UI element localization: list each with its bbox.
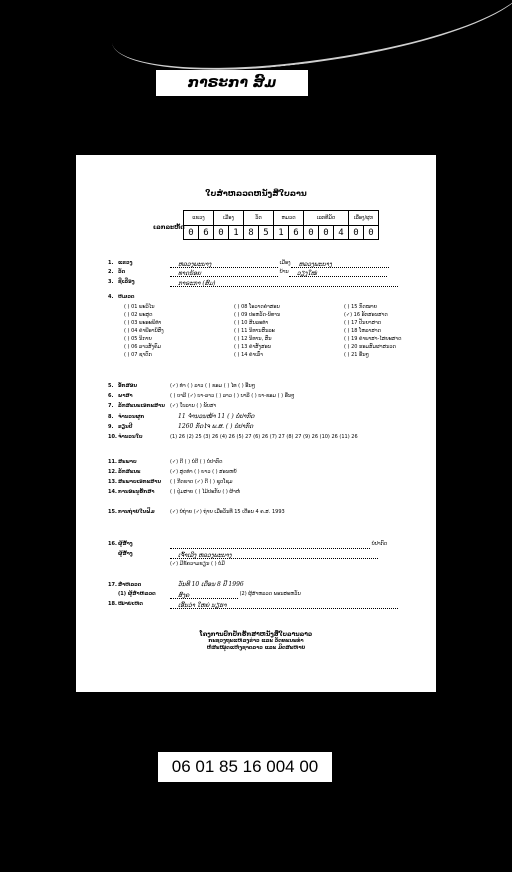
- row-colophon: (✓) ມີຂໍ້ຄວາມຂຽນ ( ) ບໍ່ມີ: [170, 561, 225, 567]
- code-table: [183, 210, 379, 240]
- category-option[interactable]: ( ) 13 ຄຳສັ່ງສອນ: [234, 344, 272, 350]
- row-microfilm: 15.ການຖ່າຍໃນຟິມ (✓) ບໍ່ຖ່າຍ (✓) ຖ່າຍ ເມື່ອວັນທີ 15 ເດືອນ 4 ຄ.ສ. 1993: [108, 509, 285, 515]
- form-title: ໃບສຳຫລວດຫນັງສືໃບລານ: [205, 189, 307, 198]
- row-remarks: 18.ໝາຍເຫດ ເອີ້ນວ່າ ໃຫຍ່ ນຽຮາ: [108, 600, 416, 609]
- temple-value: ທາດນ້ອຍ: [170, 269, 278, 277]
- row-creator: 16.ຜູ້ສ້າງ ບໍ່ປາກົດ: [108, 541, 388, 547]
- code-digit: 1: [229, 226, 244, 240]
- row-creator-name: ຜູ້ສ້າງ ເຈົ້າເລີງ ຫລວງພະບາງ: [108, 550, 416, 559]
- category-option[interactable]: ( ) 15 ກົດໝາຍ: [344, 304, 378, 310]
- category-options: [124, 304, 424, 358]
- category-option[interactable]: ( ) 03 ພະອະພິທຳ: [124, 320, 162, 326]
- code-header-story: ເລື່ອງ/ຜູກ: [349, 211, 379, 226]
- row-preservation: 14.ການອະນຸຮັກສາ ( ) ປຸ່ມສາຍ ( ) ໄມ້ປະກັບ ( ) ຜ້າຫໍ່: [108, 489, 240, 495]
- category-option[interactable]: ( ) 08 ໂອວາດຄຳສອນ: [234, 304, 280, 310]
- code-digit: 0: [184, 226, 199, 240]
- row-fascicles: 8. ຈຳນວນຜູກ 11 ຈຳນວນໜ້າ 11 ( ) ບໍ່ປາກົດ: [108, 413, 255, 420]
- title-value: ກາຣະກາ (ສົມ): [170, 279, 398, 287]
- row-leaf-count: 10.ຈຳນວນໃບ (1) 26 (2) 25 (3) 26 (4) 26 (5) 27 (6) 26 (7) 27 (8) 27 (9) 26 (10) 26 (11) 26: [108, 434, 358, 440]
- row-script: 5. ອັກສອນ (✓) ທຳ ( ) ລາວ ( ) ຂອມ ( ) ໄທ ( ) ອື່ນໆ: [108, 383, 256, 389]
- form-footer: ໂຄງການປົກປັກຮັກສາຫນັງສືໃບລານລາວ ກະຊວງຖະແຫລງຂ່າວ ແລະ ວັດທະນະທຳ ຫໍສະໝຸດແຫ່ງຊາດລາວ ແລະ ມິດສະຫາຍ: [199, 631, 313, 651]
- category-option[interactable]: ( ) 14 ຄຳເລົ່າ: [234, 352, 263, 358]
- category-option[interactable]: ( ) 09 ປະຫວັດ-ນິທານ: [234, 312, 281, 318]
- village-value: ວຽງໃໝ່: [289, 269, 387, 277]
- district-value: ຫລວງພະບາງ: [291, 260, 389, 268]
- category-option[interactable]: ( ) 06 ລາວສັງຄົມ: [124, 344, 162, 350]
- field-row-category: 4. ຫມວດ: [108, 294, 135, 300]
- code-digit: 0: [319, 226, 334, 240]
- category-option[interactable]: ( ) 20 ຮອມສົມຜາສນວດ: [344, 344, 396, 350]
- row-material: 7. ລັກສະນະເອກະສານ (✓) ໃບລານ ( ) ພັບສາ: [108, 403, 217, 409]
- province-value: ຫລວງພະບາງ: [170, 260, 278, 268]
- code-digit: 8: [244, 226, 259, 240]
- category-option[interactable]: ( ) 10 ສິນລະທຳ: [234, 320, 269, 326]
- row-survey-date: 17.ສຳຫລວດ ວັນທີ 10 ເດືອນ 8 ປີ 1996: [108, 581, 244, 588]
- row-type: 12.ລັກສະນະ (✓) ສູດທຳ ( ) ຍາວ ( ) ສອນຫຍໍ້: [108, 469, 237, 475]
- row-written-year: 9. ຂຽນປີ 1260 ກັດໄຈ ພ.ສ. ( ) ບໍ່ປາກົດ: [108, 423, 254, 430]
- header-label: ກາຣະກາ ສົມ: [156, 70, 308, 96]
- code-digit: 4: [334, 226, 349, 240]
- category-option[interactable]: ( ) 02 ພະສູດ: [124, 312, 153, 318]
- category-option[interactable]: (✓) 16 ອັກສອນສາດ: [344, 312, 388, 318]
- category-option[interactable]: ( ) 17 ປັນຍາສາດ: [344, 320, 382, 326]
- survey-form: [76, 155, 436, 692]
- category-option[interactable]: ( ) 12 ນິທານ, ສົນ: [234, 336, 272, 342]
- category-option[interactable]: ( ) 19 ຄຳພາສາ-ໄສຍະສາດ: [344, 336, 402, 342]
- code-label: ເລກລະຫັດ: [153, 224, 185, 231]
- category-option[interactable]: ( ) 05 ນິກາຍ: [124, 336, 152, 342]
- bottom-code-label: 06 01 85 16 004 00: [158, 752, 332, 782]
- code-digit: 5: [259, 226, 274, 240]
- field-row-title: 3. ຊື່ເລື່ອງ ກາຣະກາ (ສົມ): [108, 278, 416, 287]
- code-digit: 0: [214, 226, 229, 240]
- code-digit: 0: [304, 226, 319, 240]
- code-header-temple: ວັດ: [244, 211, 274, 226]
- field-row-temple: 2. ວັດ ທາດນ້ອຍ ບ້ານ ວຽງໃໝ່: [108, 268, 416, 277]
- code-digit: 6: [289, 226, 304, 240]
- category-option[interactable]: ( ) 18 ໂຫລາສາດ: [344, 328, 381, 334]
- category-option[interactable]: ( ) 07 ຊາດົກ: [124, 352, 152, 358]
- code-digit: 0: [349, 226, 364, 240]
- row-condition: 11.ສະພາບ (✓) ດີ ( ) ບໍ່ດີ ( ) ບໍ່ປາກົດ: [108, 459, 223, 465]
- code-digit: 0: [364, 226, 379, 240]
- code-header-category: ຫມວດ: [274, 211, 304, 226]
- row-language: 6. ພາສາ ( ) ບາລີ (✓) ບາ-ລາວ ( ) ລາວ ( ) ບາລີ ( ) ບາ-ຂອມ ( ) ອື່ນໆ: [108, 393, 295, 399]
- row-surveyors: (1) ຜູ້ສຳຫລວດ ສົງຄ (2) ຜູ້ສຳຫລວດ ພອນສະຫວັນ: [118, 591, 301, 599]
- category-option[interactable]: ( ) 01 ພະວິໄນ: [124, 304, 155, 310]
- code-header-bundle: ເລກທີມັດ: [304, 211, 349, 226]
- category-option[interactable]: ( ) 21 ອື່ນໆ: [344, 352, 369, 358]
- code-digit: 6: [199, 226, 214, 240]
- row-doc-state: 13.ສະພາບເອກະສານ ( ) ກີດຂາດ (✓) ດີ ( ) ຊຸດໂຊມ: [108, 479, 233, 485]
- code-header-province: ແຂວງ: [184, 211, 214, 226]
- field-row-province: 1. ແຂວງ ຫລວງພະບາງ ເມືອງ ຫລວງພະບາງ: [108, 259, 416, 268]
- category-option[interactable]: ( ) 04 ຄຳພີອານິສົງ: [124, 328, 164, 334]
- code-digit: 1: [274, 226, 289, 240]
- category-option[interactable]: ( ) 11 ນິທານສົນລະ: [234, 328, 275, 334]
- code-header-district: ເມືອງ: [214, 211, 244, 226]
